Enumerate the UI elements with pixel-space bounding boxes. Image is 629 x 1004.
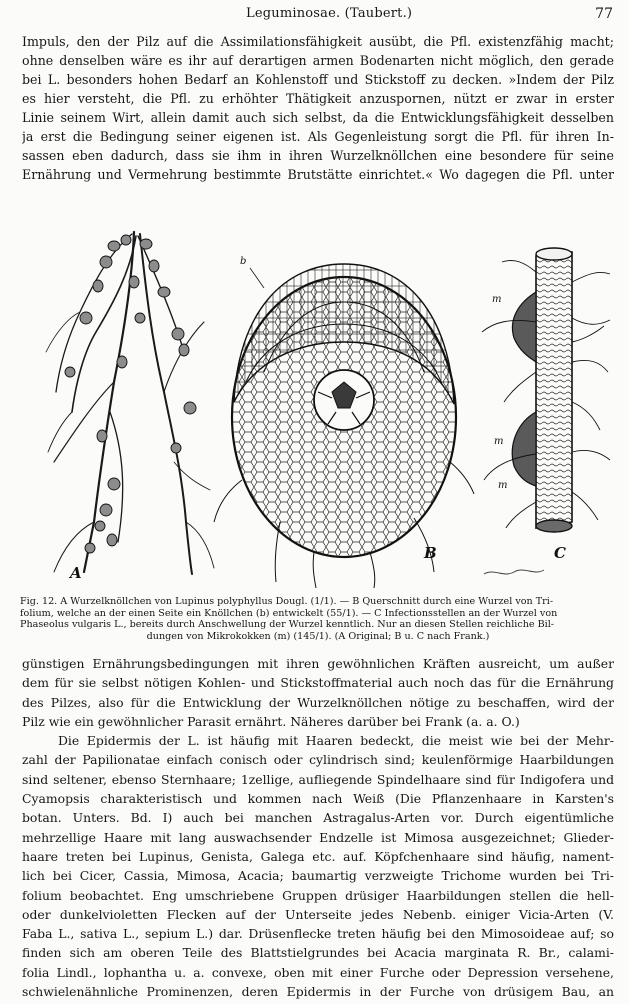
text-line: Ernährung und Vermehrung bestimmte Brutstätte einrichtet.« Wo dagegen die Pfl. unter (22, 167, 614, 182)
text-line: oder dunkelvioletten Flecken auf der Unterseite jedes Nebenb. einiger Vicia-Arten (V. (22, 906, 614, 922)
caption-line: Fig. 12. A Wurzelknöllchen von Lupinus polyphyllus Dougl. (1/1). — B Querschnitt durch eine Wurzel von Tri- (20, 596, 554, 607)
text-line: Linie seinem Wirt, allein damit auch sich selbst, da die Entwicklungsfähigkeit desselben (22, 110, 614, 125)
panel-a-root-nodules (46, 232, 214, 582)
text-line: des Pilzes, also für die Entwicklung der Wurzelknöllchen nötige zu beschaffen, wird der (22, 694, 614, 710)
label-c: C (554, 544, 566, 562)
label-b-nodule: b (240, 256, 247, 267)
paragraph-bottom (22, 654, 614, 1001)
caption-line: Phaseolus vulgaris L., bereits durch Anschwellung der Wurzel kenntlich. Nur an diesen Stellen reichliche Bil- (20, 619, 555, 631)
text-line: sind seltener, ebenso Sternhaare; 1zellige, aufliegende Spindelhaare sind für Indigofera und (22, 771, 614, 787)
text-line: ohne denselben wäre es ihr auf derartigen armen Bodenarten nicht möglich, den gerade (22, 53, 614, 68)
figure-12 (14, 222, 618, 590)
text-line: finden sich am oberen Teile des Blattstielgrundes bei Acacia marginata R. Br., calami- (22, 945, 614, 961)
text-line: es hier versteht, die Pfl. zu erhöhter Thätigkeit anzuspornen, nützt er zwar in erster (22, 91, 614, 106)
page-header (0, 6, 629, 26)
label-m-3: m (498, 480, 508, 491)
text-line: bei L. besonders hohen Bedarf an Kohlenstoff und Stickstoff zu decken. »Indem der Pilz (22, 72, 614, 87)
text-line: lich bei Cicer, Cassia, Mimosa, Acacia; baumartig verzweigte Trichome wurden bei Tri- (22, 868, 614, 884)
text-line: Pilz wie ein gewöhnlicher Parasit ernährt. Näheres darüber bei Frank (a. a. O.) (22, 713, 520, 729)
text-line: günstigen Ernährungsbedingungen mit ihren gewöhnlichen Kräften ausreicht, um außer (22, 656, 614, 671)
panel-b-root-cross-section (214, 256, 474, 588)
caption-line: folium, welche an der einen Seite ein Knöllchen (b) entwickelt (55/1). — C Infectionsstellen an der Wurzel von (20, 607, 558, 619)
label-m-1: m (492, 294, 502, 305)
text-line: mehrzellige Haare mit lang auswachsender Endzelle ist Mimosa ausgezeichnet; Glieder- (22, 829, 614, 845)
text-line: ja erst die Bedingung seiner eigenen ist. Als Gegenleistung sorgt die Pfl. für ihren In- (22, 129, 614, 144)
page-number: 77 (595, 6, 613, 22)
text-line: dem für sie selbst nötigen Kohlen- und Stickstoffmaterial auch noch das für die Ernährung (22, 675, 614, 691)
label-m-2: m (494, 436, 504, 447)
text-line: Die Epidermis der L. ist häufig mit Haaren bedeckt, die meist wie bei der Mehr- (58, 733, 614, 749)
text-line: schwielenähnliche Prominenzen, deren Epidermis in der Furche von drüsigem Bau, an (22, 984, 614, 1000)
text-line: Cyamopsis charakteristisch und kommen nach Weiß (Die Pflanzenhaare in Karsten's (22, 791, 614, 807)
label-a: A (70, 564, 82, 582)
text-line: zahl der Papilionatae einfach conisch oder cylindrisch sind; keulenförmige Haarbildungen (22, 752, 614, 768)
text-line: Impuls, den der Pilz auf die Assimilationsfähigkeit ausübt, die Pfl. existenzfähig macht; (22, 34, 614, 49)
paragraph-top (22, 32, 614, 184)
text-line: Faba L., sativa L., sepium L.) dar. Drüsenflecke treten häufig bei den Mimosoideae auf; so (22, 926, 614, 942)
text-line: haare treten bei Lupinus, Genista, Galega etc. auf. Köpfchenhaare sind häufig, nament- (22, 848, 614, 864)
figure-illustration (14, 222, 618, 590)
text-line: folia Lindl., lophantha u. a. convexe, oben mit einer Furche oder Depression versehene, (22, 964, 614, 980)
text-line: folium beobachtet. Eng umschriebene Gruppen drüsiger Haarbildungen stellen die hell- (22, 887, 614, 903)
panel-c-phaseolus-root (482, 248, 610, 574)
figure-caption (20, 596, 616, 642)
text-line: botan. Unters. Bd. I) auch bei manchen Astragalus-Arten vor. Durch eigentümliche (22, 810, 614, 826)
text-line: sassen eben dadurch, dass sie ihm in ihren Wurzelknöllchen eine besondere für seine (22, 148, 614, 163)
running-title: Leguminosae. (Taubert.) (246, 6, 413, 21)
label-b: B (424, 544, 437, 562)
caption-line: dungen von Mikrokokken (m) (145/1). (A Original; B u. C nach Frank.) (146, 630, 490, 642)
